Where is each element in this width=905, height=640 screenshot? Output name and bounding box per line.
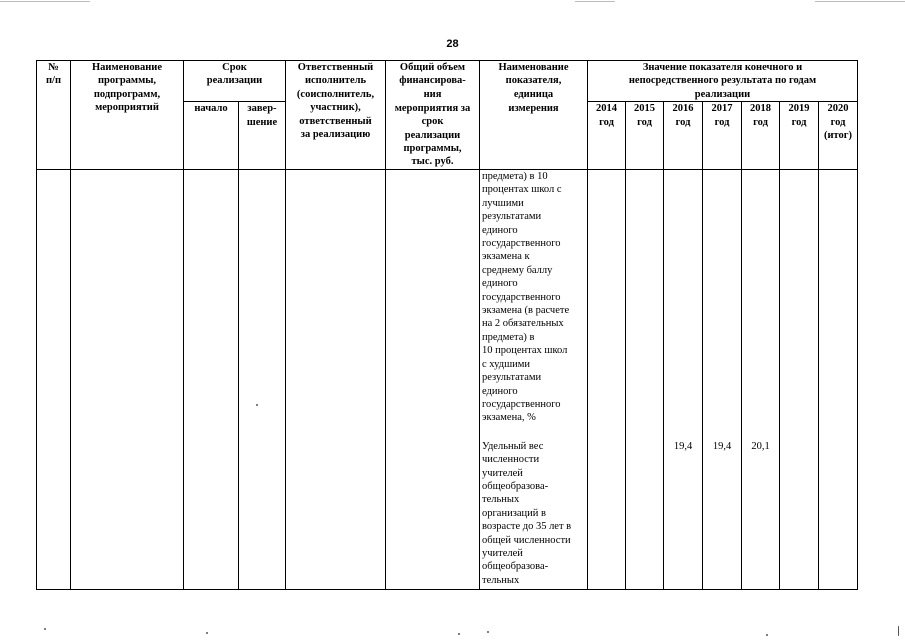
- value-2018: 20,1: [751, 441, 770, 452]
- program-table: [36, 60, 858, 590]
- header-year-2017: 2017 год: [703, 102, 742, 170]
- cell-value-2017: [703, 170, 742, 590]
- header-row-1: [37, 61, 858, 102]
- header-year-2014: 2014 год: [588, 102, 626, 170]
- cell-value-2014: [588, 170, 626, 590]
- scan-speck: [256, 404, 258, 406]
- header-year-2018: 2018 год: [742, 102, 780, 170]
- page-number: 28: [446, 38, 459, 50]
- cell-value-2015: [626, 170, 664, 590]
- header-term: Срок реализации: [184, 61, 286, 102]
- cell-name: [71, 170, 184, 590]
- table-row: [37, 170, 858, 590]
- cell-value-2020: [819, 170, 858, 590]
- header-indicator-bottom: измерения: [480, 102, 588, 170]
- scan-speck: [206, 632, 208, 634]
- value-2017: 19,4: [712, 441, 732, 452]
- header-year-2020: 2020 год (итог): [819, 102, 858, 170]
- header-num: № п/п: [37, 61, 71, 170]
- scan-speck: [458, 633, 460, 635]
- header-name: Наименование программы, подпрограмм, мероприятий: [71, 61, 184, 170]
- header-year-2015: 2015 год: [626, 102, 664, 170]
- header-year-2016: 2016 год: [664, 102, 703, 170]
- header-funding-bottom: мероприятия за срок реализации программы, тыс. руб.: [386, 102, 480, 170]
- scan-speck: [766, 634, 768, 636]
- scan-edge-left: [0, 1, 90, 2]
- header-year-2019: 2019 год: [780, 102, 819, 170]
- cell-responsible: [286, 170, 386, 590]
- header-funding-top: Общий объем финансирова- ния: [386, 61, 480, 102]
- cell-term-start: [184, 170, 239, 590]
- cell-value-2018: [742, 170, 780, 590]
- scan-speck: [898, 626, 899, 636]
- header-responsible: Ответственный исполнитель (соисполнитель, участник), ответственный за реализацию: [286, 61, 386, 170]
- cell-term-end: [239, 170, 286, 590]
- cell-num: [37, 170, 71, 590]
- cell-indicator: [480, 170, 588, 590]
- cell-funding: [386, 170, 480, 590]
- header-term-start: начало: [184, 102, 239, 170]
- header-values: Значение показателя конечного и непосредственного результата по годам реализации: [588, 61, 858, 102]
- indicator-text-1: предмета) в 10 процентах школ с лучшими результатами единого государственного экзамена к среднему баллу единого государственного экзамена (в расчете на 2 обязательных предмета) в 10 процентах школ с худшими результатами единого государственного экзамена, %: [482, 171, 570, 424]
- cell-value-2016: [664, 170, 703, 590]
- header-term-end: завер- шение: [239, 102, 286, 170]
- header-indicator-top: Наименование показателя, единица: [480, 61, 588, 102]
- scan-edge-right: [815, 1, 905, 2]
- scan-edge-mid: [575, 1, 615, 2]
- indicator-text-2: Удельный вес численности учителей общеобразова- тельных организаций в возрасте до 35 лет в общей численности учителей общеобразова- тельных: [482, 440, 572, 586]
- scan-speck: [44, 628, 46, 630]
- value-2016: 19,4: [673, 441, 693, 452]
- scan-speck: [487, 631, 489, 633]
- cell-value-2019: [780, 170, 819, 590]
